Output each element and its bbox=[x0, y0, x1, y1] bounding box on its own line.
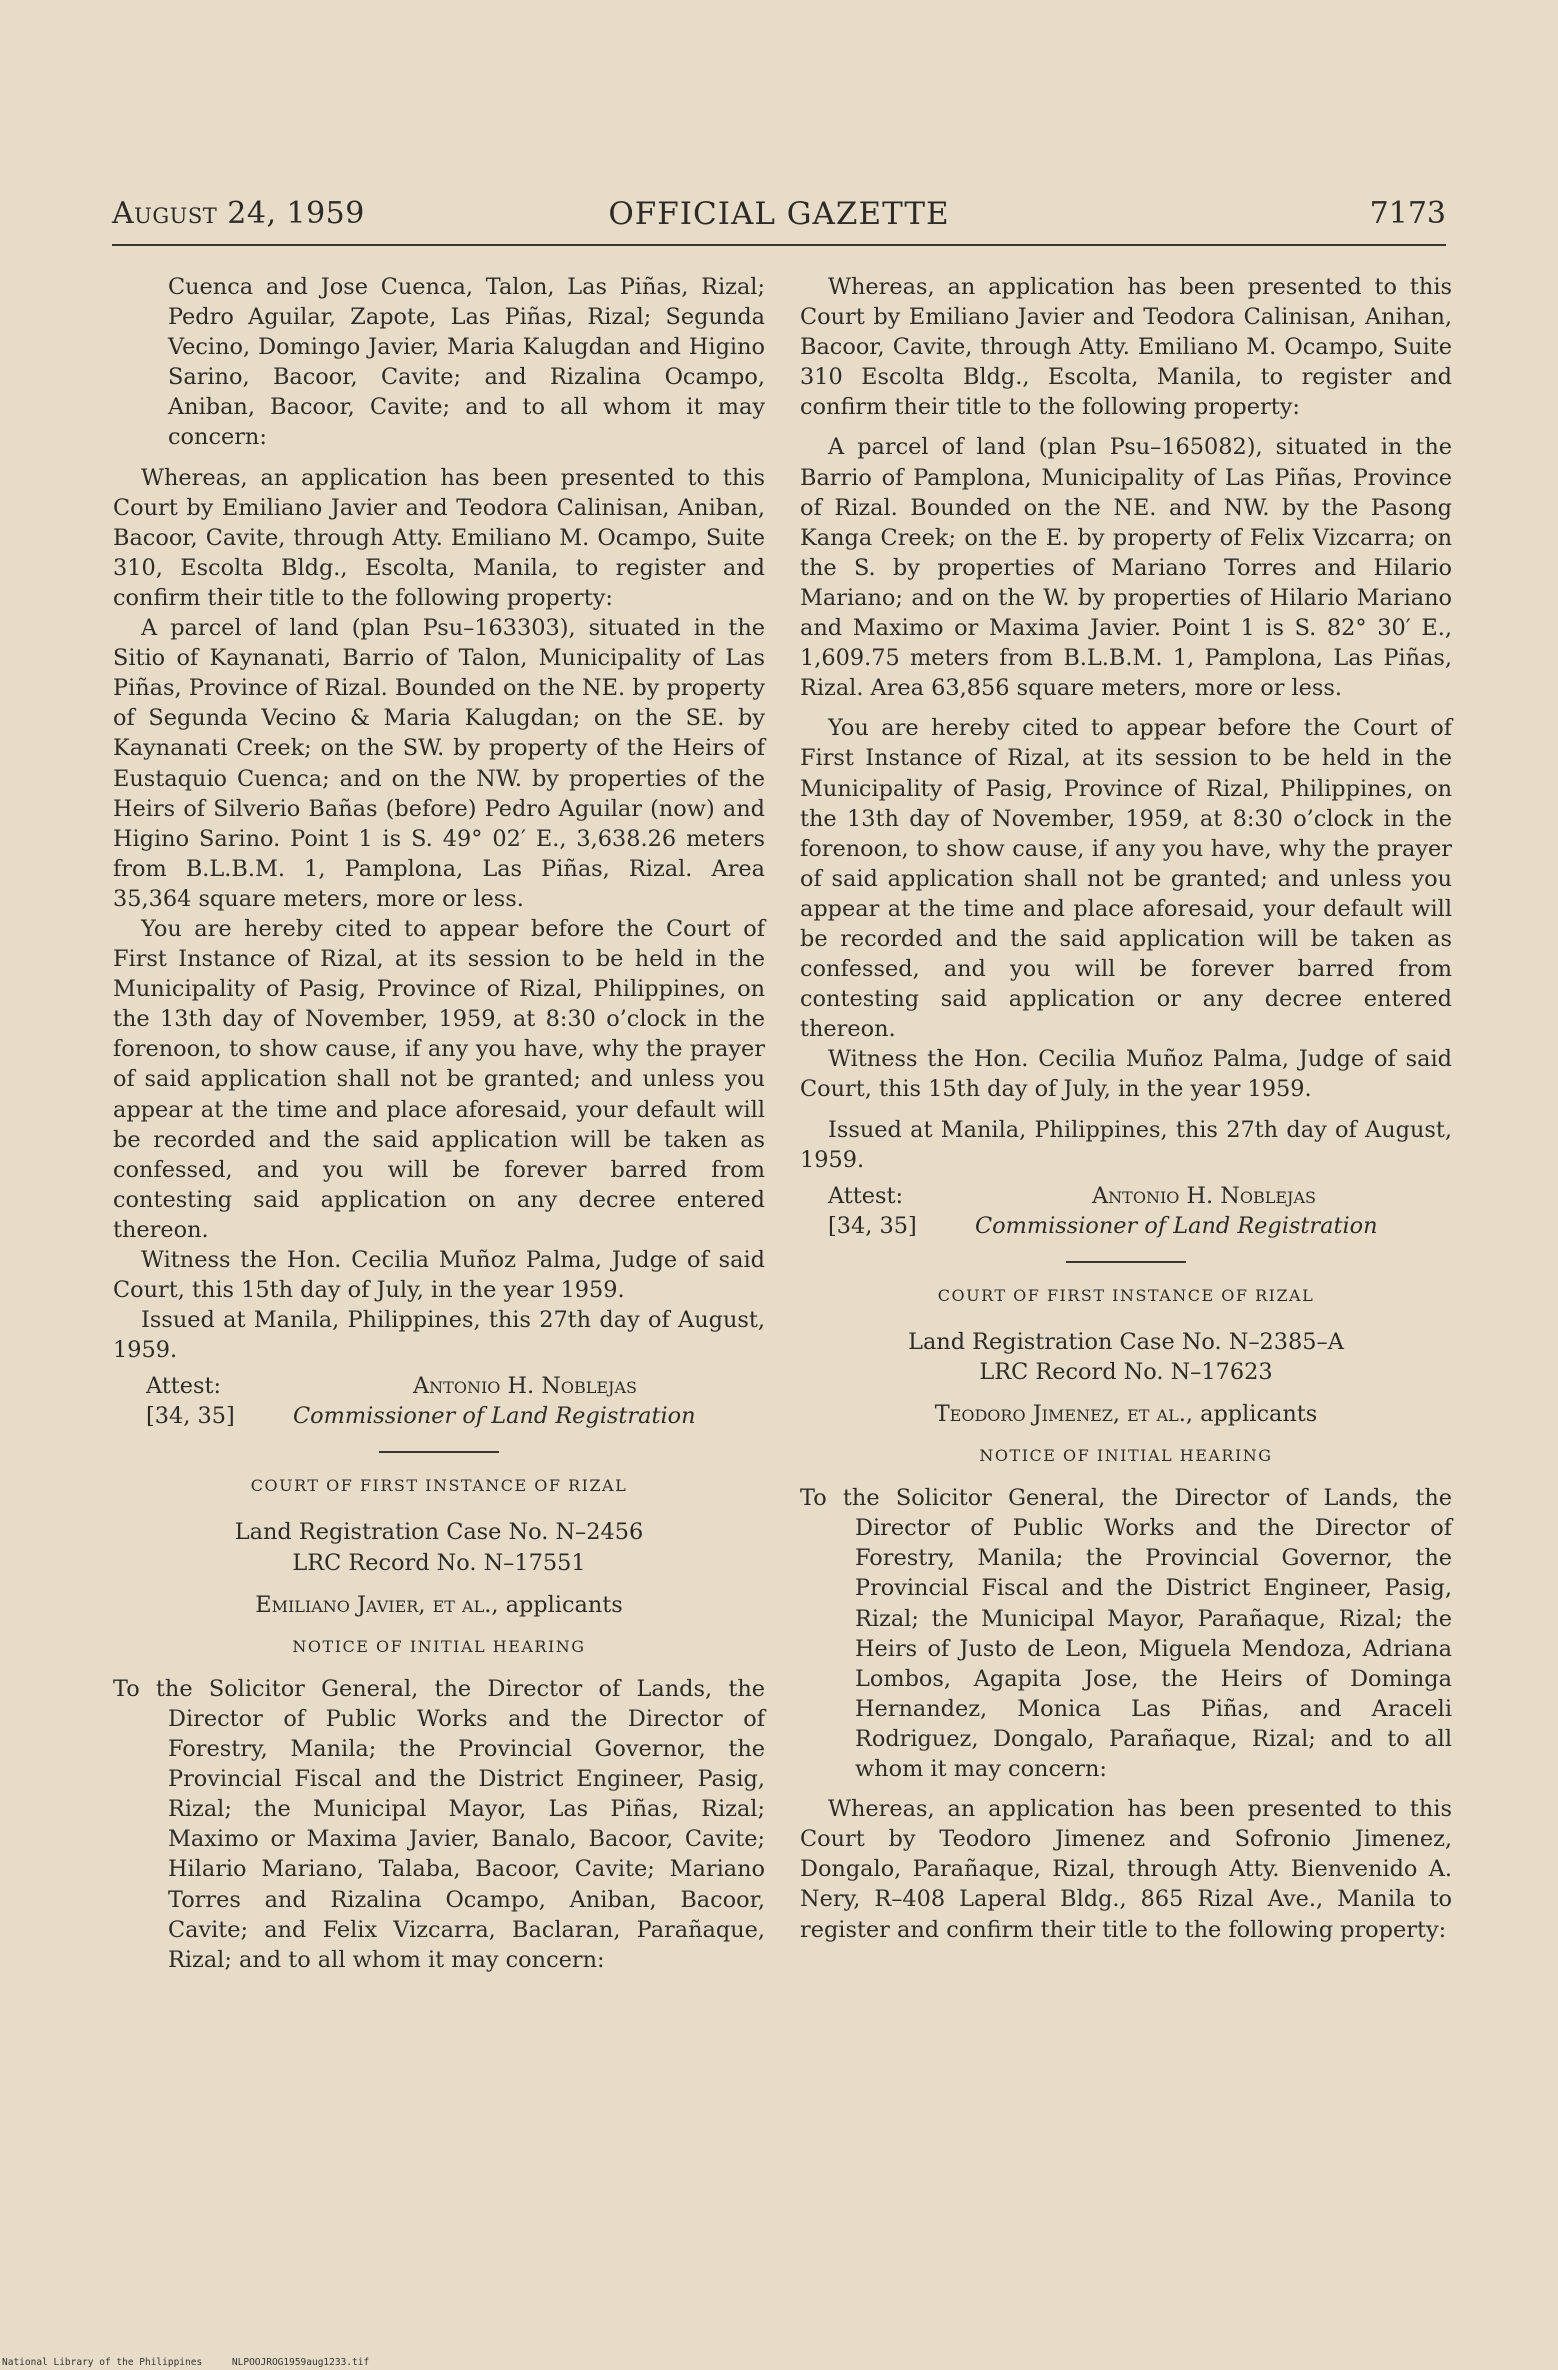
addressee-list: To the Solicitor General, the Director of Lands, the Director of Public Works and the Director of Forestry, Manila; the Provincial Governor, the Provincial Fiscal and the District Engineer, Pasig, Rizal; the Municipal Mayor, Parañaque, Rizal; the Heirs of Justo de Leon, Miguela Mendoza, Adriana Lombos, Agapita Jose, the Heirs of Dominga Hernandez, Monica Las Piñas, and Araceli Rodriguez, Dongalo, Parañaque, Rizal; and to all whom it may concern: bbox=[800, 1485, 1452, 1783]
page-header bbox=[112, 196, 1446, 236]
issue-date: August 24, 1959 bbox=[112, 196, 365, 231]
application-paragraph: Whereas, an application has been presented to this Court by Teodoro Jimenez and Sofronio Jimenez, Dongalo, Parañaque, Rizal, through Atty. Bienvenido A. Nery, R–408 Laperal Bldg., 865 Rizal Ave., Manila to register and confirm their title to the following property: bbox=[800, 1796, 1452, 1943]
case-number: Land Registration Case No. N–2385–A bbox=[908, 1328, 1344, 1355]
parcel-description: A parcel of land (plan Psu–165082), situated in the Barrio of Pamplona, Municipality of Las Piñas, Province of Rizal. Bounded on the NE. and NW. by the Pasong Kanga Creek; on the E. by property of Felix Vizcarra; on the S. by properties of Mariano Torres and Hilario Mariano; and on the W. by properties of Hilario Mariano and Maximo or Maxima Javier. Point 1 is S. 82° 30′ E., 1,609.75 meters from B.L.B.M. 1, Pamplona, Las Piñas, Rizal. Area 63,856 square meters, more or less. bbox=[800, 434, 1452, 702]
signer-title: Commissioner of Land Registration bbox=[975, 1212, 1378, 1239]
issued-paragraph: Issued at Manila, Philippines, this 27th day of August, 1959. bbox=[800, 1116, 1452, 1173]
signer-name: Antonio H. Noblejas bbox=[413, 1373, 637, 1400]
attestation-block bbox=[800, 1181, 1452, 1241]
library-credit: National Library of the Philippines bbox=[2, 2357, 203, 2368]
application-paragraph: Whereas, an application has been presented to this Court by Emiliano Javier and Teodora Calinisan, Aniban, Bacoor, Cavite, through Atty. Emiliano M. Ocampo, Suite 310, Escolta Bldg., Escolta, Manila, to register and confirm their title to the following property: bbox=[113, 464, 765, 611]
applicant-suffix: applicants bbox=[498, 1591, 623, 1618]
issued-paragraph: Issued at Manila, Philippines, this 27th day of August, 1959. bbox=[113, 1307, 765, 1364]
signer-title: Commissioner of Land Registration bbox=[293, 1403, 696, 1430]
applicant-suffix: applicants bbox=[1192, 1401, 1318, 1427]
addressee-continuation: Cuenca and Jose Cuenca, Talon, Las Piñas, Rizal; Pedro Aguilar, Zapote, Las Piñas, Rizal; Segunda Vecino, Domingo Javier, Maria Kalugdan and Higino Sarino, Bacoor, Cavite; and Rizalina Ocampo, Aniban, Bacoor, Cavite; and to all whom it may concern: bbox=[168, 274, 765, 451]
right-column bbox=[800, 272, 1452, 1945]
applicants-line bbox=[800, 1399, 1452, 1429]
applicant-name: Emiliano Javier, et al., bbox=[255, 1591, 499, 1618]
attestation-block bbox=[113, 1371, 765, 1431]
citation-paragraph: You are hereby cited to appear before the Court of First Instance of Rizal, at its session to be held in the Municipality of Pasig, Province of Rizal, Philippines, on the 13th day of November, 1959, at 8:30 o’clock in the forenoon, to show cause, if any you have, why the prayer of said application shall not be granted; and unless you appear at the time and place aforesaid, your default will be recorded and the said application will be taken as confessed, and you will be forever barred from contesting said application or any decree entered thereon. bbox=[800, 715, 1452, 1043]
citation-paragraph: You are hereby cited to appear before the Court of First Instance of Rizal, at its session to be held in the Municipality of Pasig, Province of Rizal, Philippines, on the 13th day of November, 1959, at 8:30 o’clock in the forenoon, to show cause, if any you have, why the prayer of said application shall not be granted; and unless you appear at the time and place aforesaid, your default will be recorded and the said application will be taken as confessed, and you will be forever barred from contesting said application on any decree entered thereon. bbox=[113, 915, 765, 1243]
witness-paragraph: Witness the Hon. Cecilia Muñoz Palma, Judge of said Court, this 15th day of July, in the year 1959. bbox=[113, 1247, 765, 1304]
page-number: 7173 bbox=[1369, 196, 1446, 231]
attest-label: Attest: bbox=[828, 1182, 904, 1209]
lrc-record-number: LRC Record No. N–17551 bbox=[292, 1549, 586, 1576]
section-divider bbox=[1066, 1261, 1186, 1263]
publication-title: OFFICIAL GAZETTE bbox=[608, 196, 950, 232]
witness-paragraph: Witness the Hon. Cecilia Muñoz Palma, Judge of said Court, this 15th day of July, in the year 1959. bbox=[800, 1046, 1452, 1103]
notice-heading: NOTICE OF INITIAL HEARING bbox=[292, 1636, 586, 1656]
court-heading: COURT OF FIRST INSTANCE OF RIZAL bbox=[937, 1285, 1315, 1305]
court-heading: COURT OF FIRST INSTANCE OF RIZAL bbox=[250, 1476, 628, 1496]
file-name: NLPOOJROG1959aug1233.tif bbox=[231, 2357, 370, 2368]
case-number: Land Registration Case No. N–2456 bbox=[234, 1519, 644, 1546]
signer-name: Antonio H. Noblejas bbox=[1092, 1182, 1316, 1209]
addressee-list: To the Solicitor General, the Director of Lands, the Director of Public Works and the Director of Forestry, Manila; the Provincial Governor, the Provincial Fiscal and the District Engineer, Pasig, Rizal; the Municipal Mayor, Las Piñas, Rizal; Maximo or Maxima Javier, Banalo, Bacoor, Cavite; Hilario Mariano, Talaba, Bacoor, Cavite; Mariano Torres and Rizalina Ocampo, Aniban, Bacoor, Cavite; and Felix Vizcarra, Baclaran, Parañaque, Rizal; and to all whom it may concern: bbox=[113, 1675, 765, 1973]
applicant-name: Teodoro Jimenez, et al., bbox=[934, 1401, 1193, 1427]
header-rule bbox=[112, 244, 1446, 246]
attest-label: Attest: bbox=[146, 1373, 222, 1400]
reference-numbers: [34, 35] bbox=[828, 1212, 917, 1239]
section-divider bbox=[379, 1451, 499, 1453]
applicants-line bbox=[113, 1590, 765, 1620]
reference-numbers: [34, 35] bbox=[146, 1403, 235, 1430]
lrc-record-number: LRC Record No. N–17623 bbox=[979, 1358, 1273, 1385]
parcel-description: A parcel of land (plan Psu–163303), situated in the Sitio of Kaynanati, Barrio of Talon, Municipality of Las Piñas, Province of Rizal. Bounded on the NE. by property of Segunda Vecino & Maria Kalugdan; on the SE. by Kaynanati Creek; on the SW. by property of the Heirs of Eustaquio Cuenca; and on the NW. by properties of the Heirs of Silverio Bañas (before) Pedro Aguilar (now) and Higino Sarino. Point 1 is S. 49° 02′ E., 3,638.26 meters from B.L.B.M. 1, Pamplona, Las Piñas, Rizal. Area 35,364 square meters, more or less. bbox=[113, 615, 765, 912]
notice-heading: NOTICE OF INITIAL HEARING bbox=[979, 1446, 1273, 1466]
left-column bbox=[113, 272, 765, 1975]
scan-footer bbox=[2, 2357, 393, 2368]
application-paragraph: Whereas, an application has been presented to this Court by Emiliano Javier and Teodora Calinisan, Anihan, Bacoor, Cavite, through Atty. Emiliano M. Ocampo, Suite 310 Escolta Bldg., Escolta, Manila, to register and confirm their title to the following property: bbox=[800, 274, 1452, 421]
